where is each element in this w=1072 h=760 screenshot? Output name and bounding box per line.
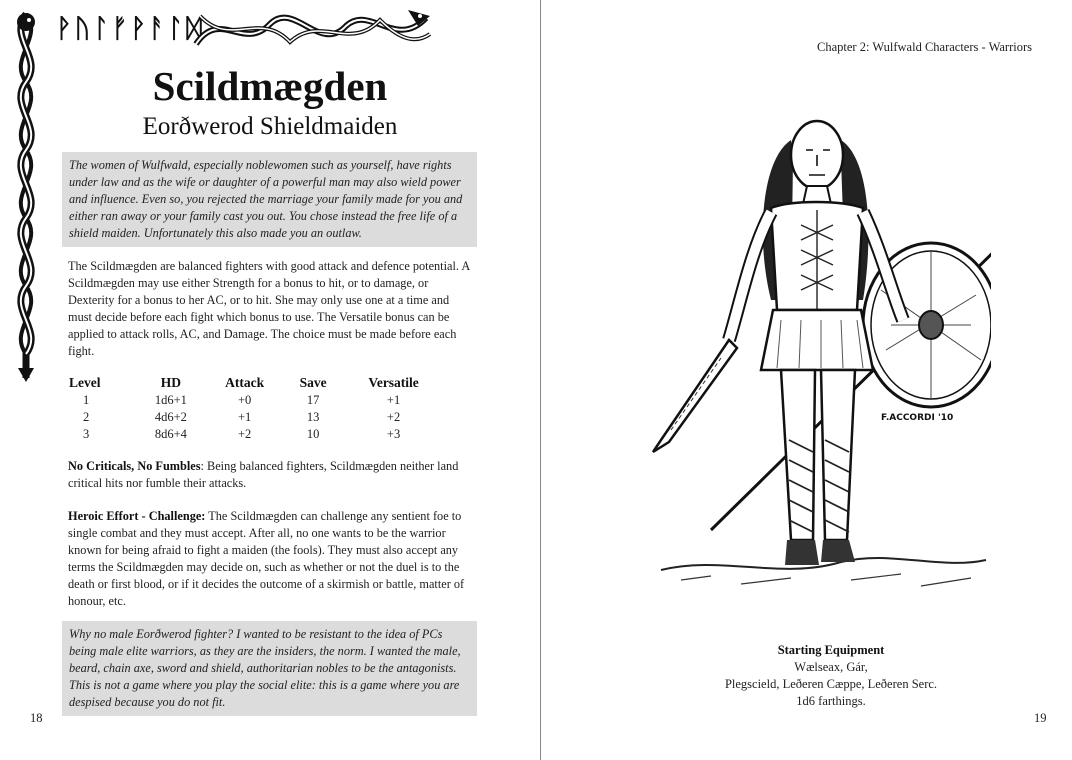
table-cell: +2 [237,427,252,441]
table-cell: 2 [83,410,90,424]
table-row [66,409,446,426]
table-row [66,392,446,409]
rule-text: : Being balanced fighters, Scildmægden neither land critical hits nor fumble their attacks. [68,459,459,490]
level-table [66,373,446,443]
table-cell: 4d6+2 [154,410,187,424]
equipment-title: Starting Equipment [777,643,885,657]
equipment-line: Plegscield, Leðeren Cæppe, Leðeren Serc. [724,677,938,691]
equipment-line: Wælseax, Gár, [794,660,868,674]
table-cell: 1d6+1 [154,393,187,407]
table-cell: 1 [83,393,90,407]
intro-flavor-box: The women of Wulfwald, especially noblewomen such as yourself, have rights under law and as the wife or daughter of a powerful man may also wield power and influence. Even so, you rejected the marriage your family made for you and either ran away or your family cast you out. You chose instead the free life of a shield maiden. Unfortunately this also made you an outlaw. [62,152,477,247]
col-header-level: Level [69,374,101,390]
rule-heading: No Criticals, No Fumbles [68,459,201,473]
table-cell: 3 [83,427,90,441]
col-header-attack: Attack [225,374,265,390]
starting-equipment [671,642,991,710]
chapter-header: Chapter 2: Wulfwald Characters - Warriors [817,40,1032,54]
table-cell: +0 [237,393,252,407]
table-cell: 13 [306,410,320,424]
page-title: Scildmægden [152,63,388,109]
designer-note-box: Why no male Eorðwerod fighter? I wanted to be resistant to the idea of PCs being male elite warriors, as they are the insiders, the norm. I wanted the male, beard, chain axe, sword and shield, authoritarian nobles to be the antagonists. This is not a game where you play the social elite: this is a game where you are despised because you do not fit. [62,621,477,716]
rune-header: ᚹᚢᛚᚠᚹᚨᛚᛞ [56,14,205,44]
table-cell: 8d6+4 [154,427,187,441]
page-number-right: 19 [1034,711,1047,725]
knotwork-beast-icon [190,4,432,56]
rule-text: The Scildmægden can challenge any sentient foe to single combat and they must accept. After all, no one wants to be the warrior known for being afraid to fight a maiden (the fools). They must also accept any terms the Scildmægden may decide on, such as whether or not the duel is to the death or first blood, or if it decides the outcome of a skirmish or battle, matter of honour, etc. [68,509,465,608]
rule-heroic-effort [68,508,473,610]
col-header-versatile: Versatile [368,374,419,390]
right-page [541,0,1072,760]
knotwork-border-icon [4,8,48,382]
table-cell: +3 [386,427,401,441]
page-subtitle: Eorðwerod Shieldmaiden [142,113,398,140]
artist-signature: F.ACCORDI '10 [881,413,954,423]
col-header-hd: HD [160,374,181,390]
table-row [66,426,446,443]
table-cell: 10 [306,427,320,441]
page-number-left: 18 [30,711,43,725]
table-cell: +1 [386,393,401,407]
rule-heading: Heroic Effort - Challenge: [68,509,206,523]
shieldmaiden-illustration-icon [641,100,991,620]
table-cell: +1 [237,410,252,424]
rule-no-criticals [68,458,473,492]
table-cell: +2 [386,410,401,424]
col-header-save: Save [299,374,327,390]
table-cell: 17 [306,393,320,407]
table-header-row [66,373,446,392]
class-description: The Scildmægden are balanced fighters with good attack and defence potential. A Scildmægden may use either Strength for a bonus to hit, or to damage, or Dexterity for a bonus to her AC, or to hit. She may only use one at a time and must decide before each fight which bonus to use. The Versatile bonus can be applied to attack rolls, AC, and Damage. The choice must be made before each fight. [68,259,470,358]
equipment-line: 1d6 farthings. [796,694,866,708]
